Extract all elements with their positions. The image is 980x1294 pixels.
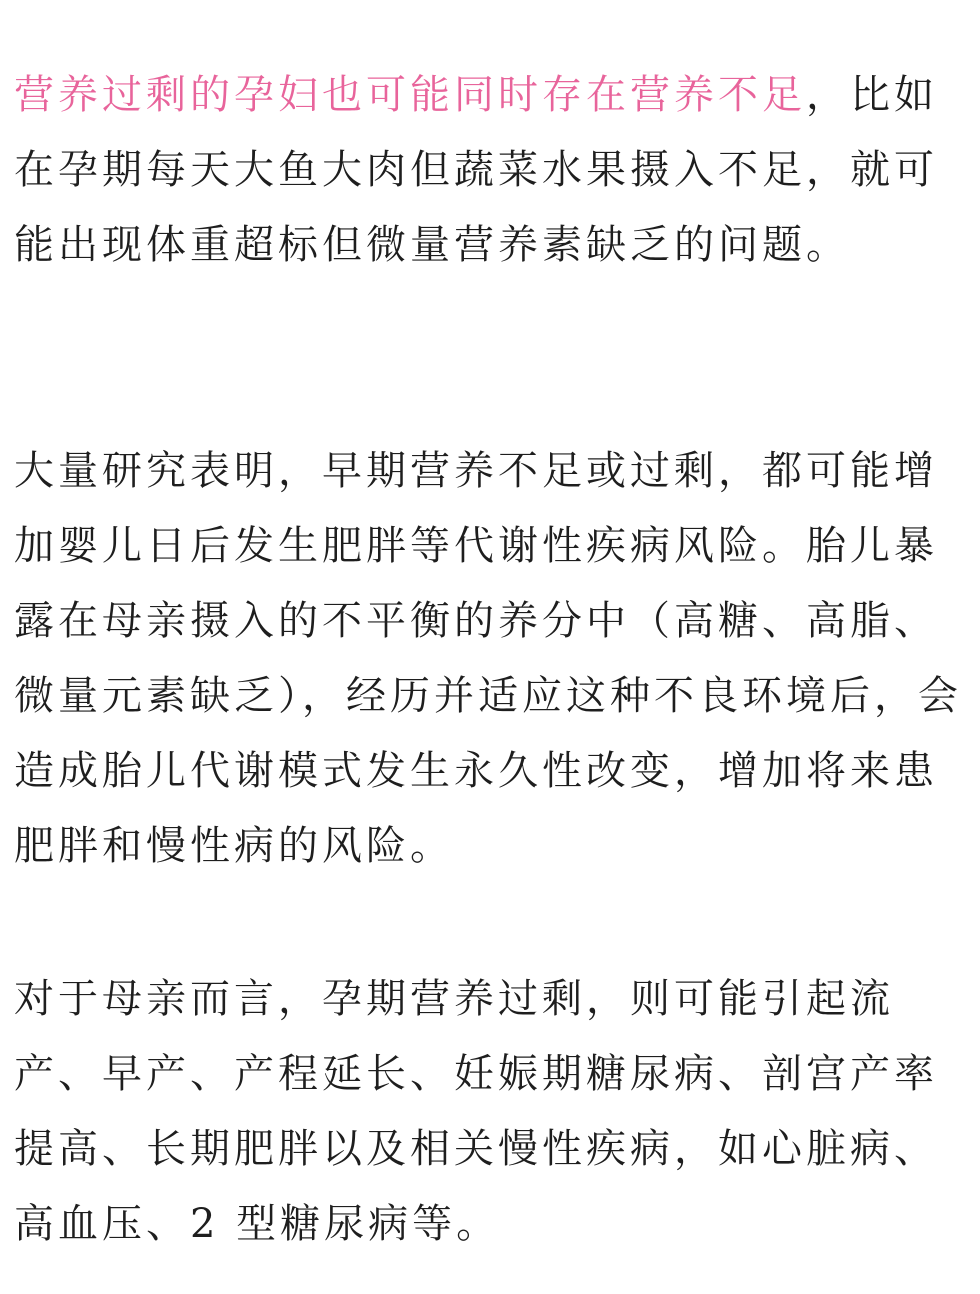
paragraph-maternal-risks: [14, 962, 974, 1262]
paragraph-text: 大量研究表明，早期营养不足或过剩，都可能增加婴儿日后发生肥胖等代谢性疾病风险。胎儿暴露在母亲摄入的不平衡的养分中（高糖、高脂、微量元素缺乏），经历并适应这种不良环境后，会造成胎儿代谢模式发生永久性改变，增加将来患肥胖和慢性病的风险。: [14, 448, 962, 869]
paragraph-overnutrition: [14, 58, 974, 283]
paragraph-text: ，比如在孕期每天大鱼大肉但蔬菜水果摄入不足，就可能出现体重超标但微量营养素缺乏的问题。: [14, 72, 938, 268]
paragraph-research: [14, 434, 974, 884]
paragraph-text: 对于母亲而言，孕期营养过剩，则可能引起流产、早产、产程延长、妊娠期糖尿病、剖宫产率提高、长期肥胖以及相关慢性疾病，如心脏病、高血压、2 型糖尿病等。: [14, 976, 938, 1247]
highlighted-text: 营养过剩的孕妇也可能同时存在营养不足: [14, 72, 806, 118]
